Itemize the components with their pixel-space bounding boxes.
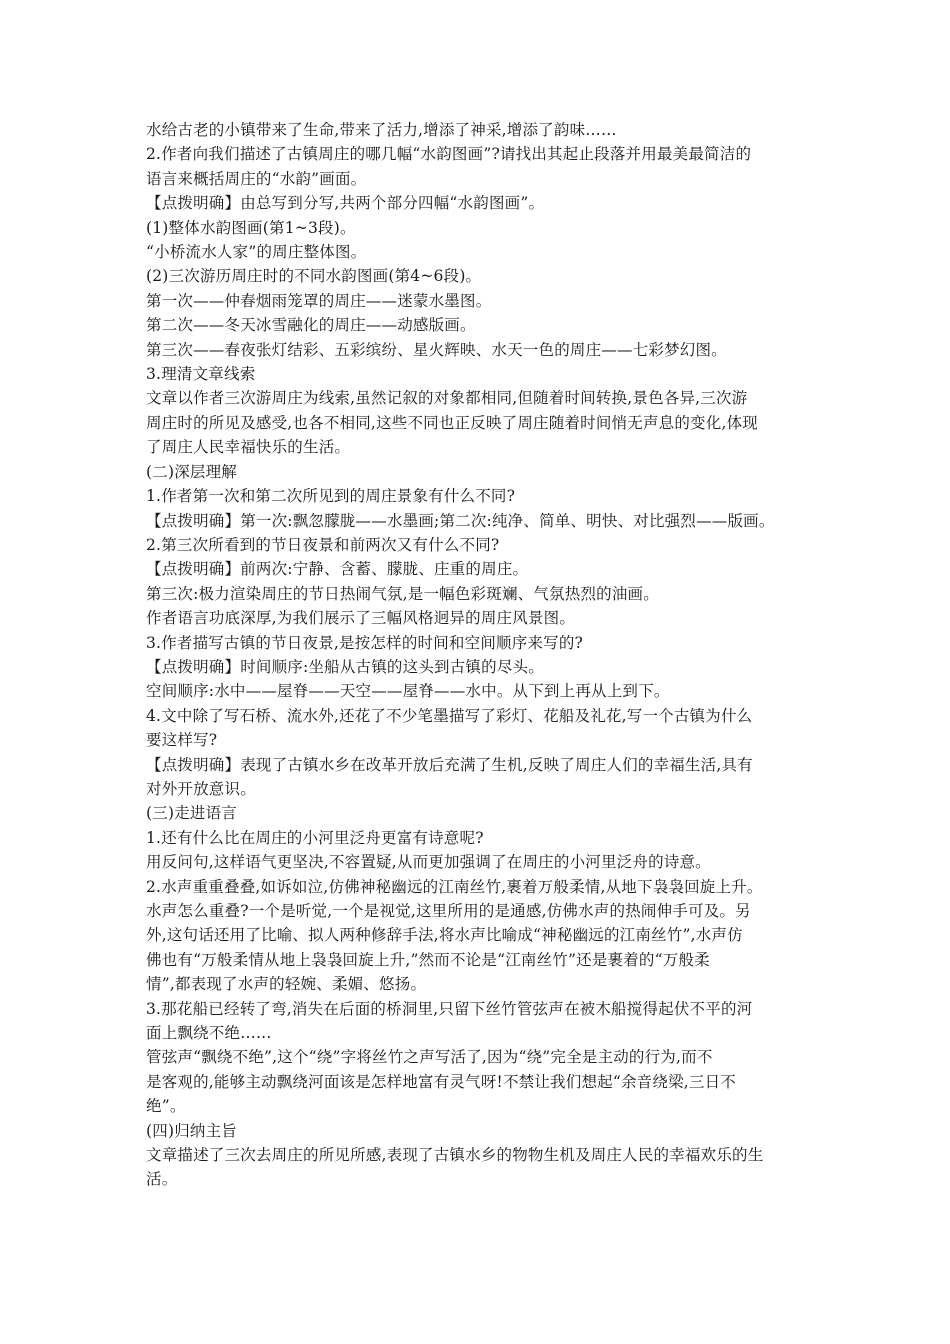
text-line: (四)归纳主旨 — [146, 1121, 237, 1140]
text-line: 外,这句话还用了比喻、拟人两种修辞手法,将水声比喻成“神秘幽远的江南丝竹”,水声仿 — [146, 926, 743, 945]
text-line: “小桥流水人家”的周庄整体图。 — [146, 243, 367, 262]
text-line: 绝”。 — [146, 1097, 186, 1116]
text-line: 文章以作者三次游周庄为线索,虽然记叙的对象都相同,但随着时间转换,景色各异,三次游 — [146, 389, 748, 408]
text-line: 活。 — [146, 1170, 178, 1189]
text-line: 水给古老的小镇带来了生命,带来了活力,增添了神采,增添了韵味…… — [146, 121, 617, 139]
text-line: 要这样写? — [146, 731, 218, 750]
text-line: 第二次——冬天冰雪融化的周庄——动感版画。 — [146, 316, 476, 335]
text-line: 【点拨明确】表现了古镇水乡在改革开放后充满了生机,反映了周庄人们的幸福生活,具有 — [146, 755, 753, 774]
text-line: 【点拨明确】时间顺序:坐船从古镇的这头到古镇的尽头。 — [146, 657, 544, 676]
text-line: 【点拨明确】由总写到分写,共两个部分四幅“水韵图画”。 — [146, 194, 545, 213]
text-line: 文章描述了三次去周庄的所见所感,表现了古镇水乡的物物生机及周庄人民的幸福欢乐的生 — [146, 1146, 764, 1165]
text-line: 2.水声重重叠叠,如诉如泣,仿佛神秘幽远的江南丝竹,裹着万般柔情,从地下袅袅回旋上升。 — [146, 877, 763, 896]
text-line: 第三次:极力渲染周庄的节日热闹气氛,是一幅色彩斑斓、气氛热烈的油画。 — [146, 584, 659, 603]
text-line: 4.文中除了写石桥、流水外,还花了不少笔墨描写了彩灯、花船及礼花,写一个古镇为什么 — [146, 706, 753, 725]
text-line: 周庄时的所见及感受,也各不相同,这些不同也正反映了周庄随着时间悄无声息的变化,体现 — [146, 413, 758, 432]
text-line: 第一次——仲春烟雨笼罩的周庄——迷蒙水墨图。 — [146, 291, 492, 310]
text-line: 2.作者向我们描述了古镇周庄的哪几幅“水韵图画”?请找出其起止段落并用最美最简洁的 — [146, 145, 752, 164]
text-line: 3.作者描写古镇的节日夜景,是按怎样的时间和空间顺序来写的? — [146, 633, 584, 652]
text-line: 1.作者第一次和第二次所见到的周庄景象有什么不同? — [146, 487, 516, 506]
text-line: 3.理清文章线索 — [146, 365, 256, 384]
text-line: 水声怎么重叠?一个是听觉,一个是视觉,这里所用的是通感,仿佛水声的热闹伸手可及。另 — [146, 902, 751, 920]
text-line: 佛也有“万般柔情从地上袅袅回旋上升,”然而不论是“江南丝竹”还是裹着的“万般柔 — [146, 950, 710, 969]
text-line: 作者语言功底深厚,为我们展示了三幅风格迥异的周庄风景图。 — [146, 609, 576, 628]
text-line: 3.那花船已经转了弯,消失在后面的桥洞里,只留下丝竹管弦声在被木船搅得起伏不平的河 — [146, 999, 753, 1018]
text-line: 2.第三次所看到的节日夜景和前两次又有什么不同? — [146, 535, 500, 554]
document-body — [146, 118, 826, 1192]
text-line: 对外开放意识。 — [146, 779, 256, 798]
text-line: 【点拨明确】前两次:宁静、含蓄、朦胧、庄重的周庄。 — [146, 560, 529, 579]
text-line: 了周庄人民幸福快乐的生活。 — [146, 438, 351, 457]
text-line: 用反问句,这样语气更坚决,不容置疑,从而更加强调了在周庄的小河里泛舟的诗意。 — [146, 853, 711, 872]
text-line: (1)整体水韵图画(第1~3段)。 — [146, 218, 356, 237]
text-line: (二)深层理解 — [146, 462, 237, 481]
text-line: 空间顺序:水中——屋脊——天空——屋脊——水中。从下到上再从上到下。 — [146, 682, 670, 701]
text-line: (2)三次游历周庄时的不同水韵图画(第4~6段)。 — [146, 267, 482, 286]
text-line: 【点拨明确】第一次:飘忽朦胧——水墨画;第二次:纯净、简单、明快、对比强烈——版画。 — [146, 511, 775, 530]
text-line: (三)走进语言 — [146, 804, 237, 823]
text-line: 面上飘绕不绝…… — [146, 1024, 272, 1043]
text-line: 是客观的,能够主动飘绕河面该是怎样地富有灵气呀!不禁让我们想起“余音绕梁,三日不 — [146, 1072, 737, 1091]
text-line: 1.还有什么比在周庄的小河里泛舟更富有诗意呢? — [146, 828, 484, 847]
text-line: 语言来概括周庄的“水韵”画面。 — [146, 169, 367, 188]
text-line: 管弦声“飘绕不绝”,这个“绕”字将丝竹之声写活了,因为“绕”完全是主动的行为,而不 — [146, 1048, 713, 1067]
text-line: 第三次——春夜张灯结彩、五彩缤纷、星火辉映、水天一色的周庄——七彩梦幻图。 — [146, 340, 727, 359]
text-line: 情”,都表现了水声的轻婉、柔媚、悠扬。 — [146, 975, 427, 994]
